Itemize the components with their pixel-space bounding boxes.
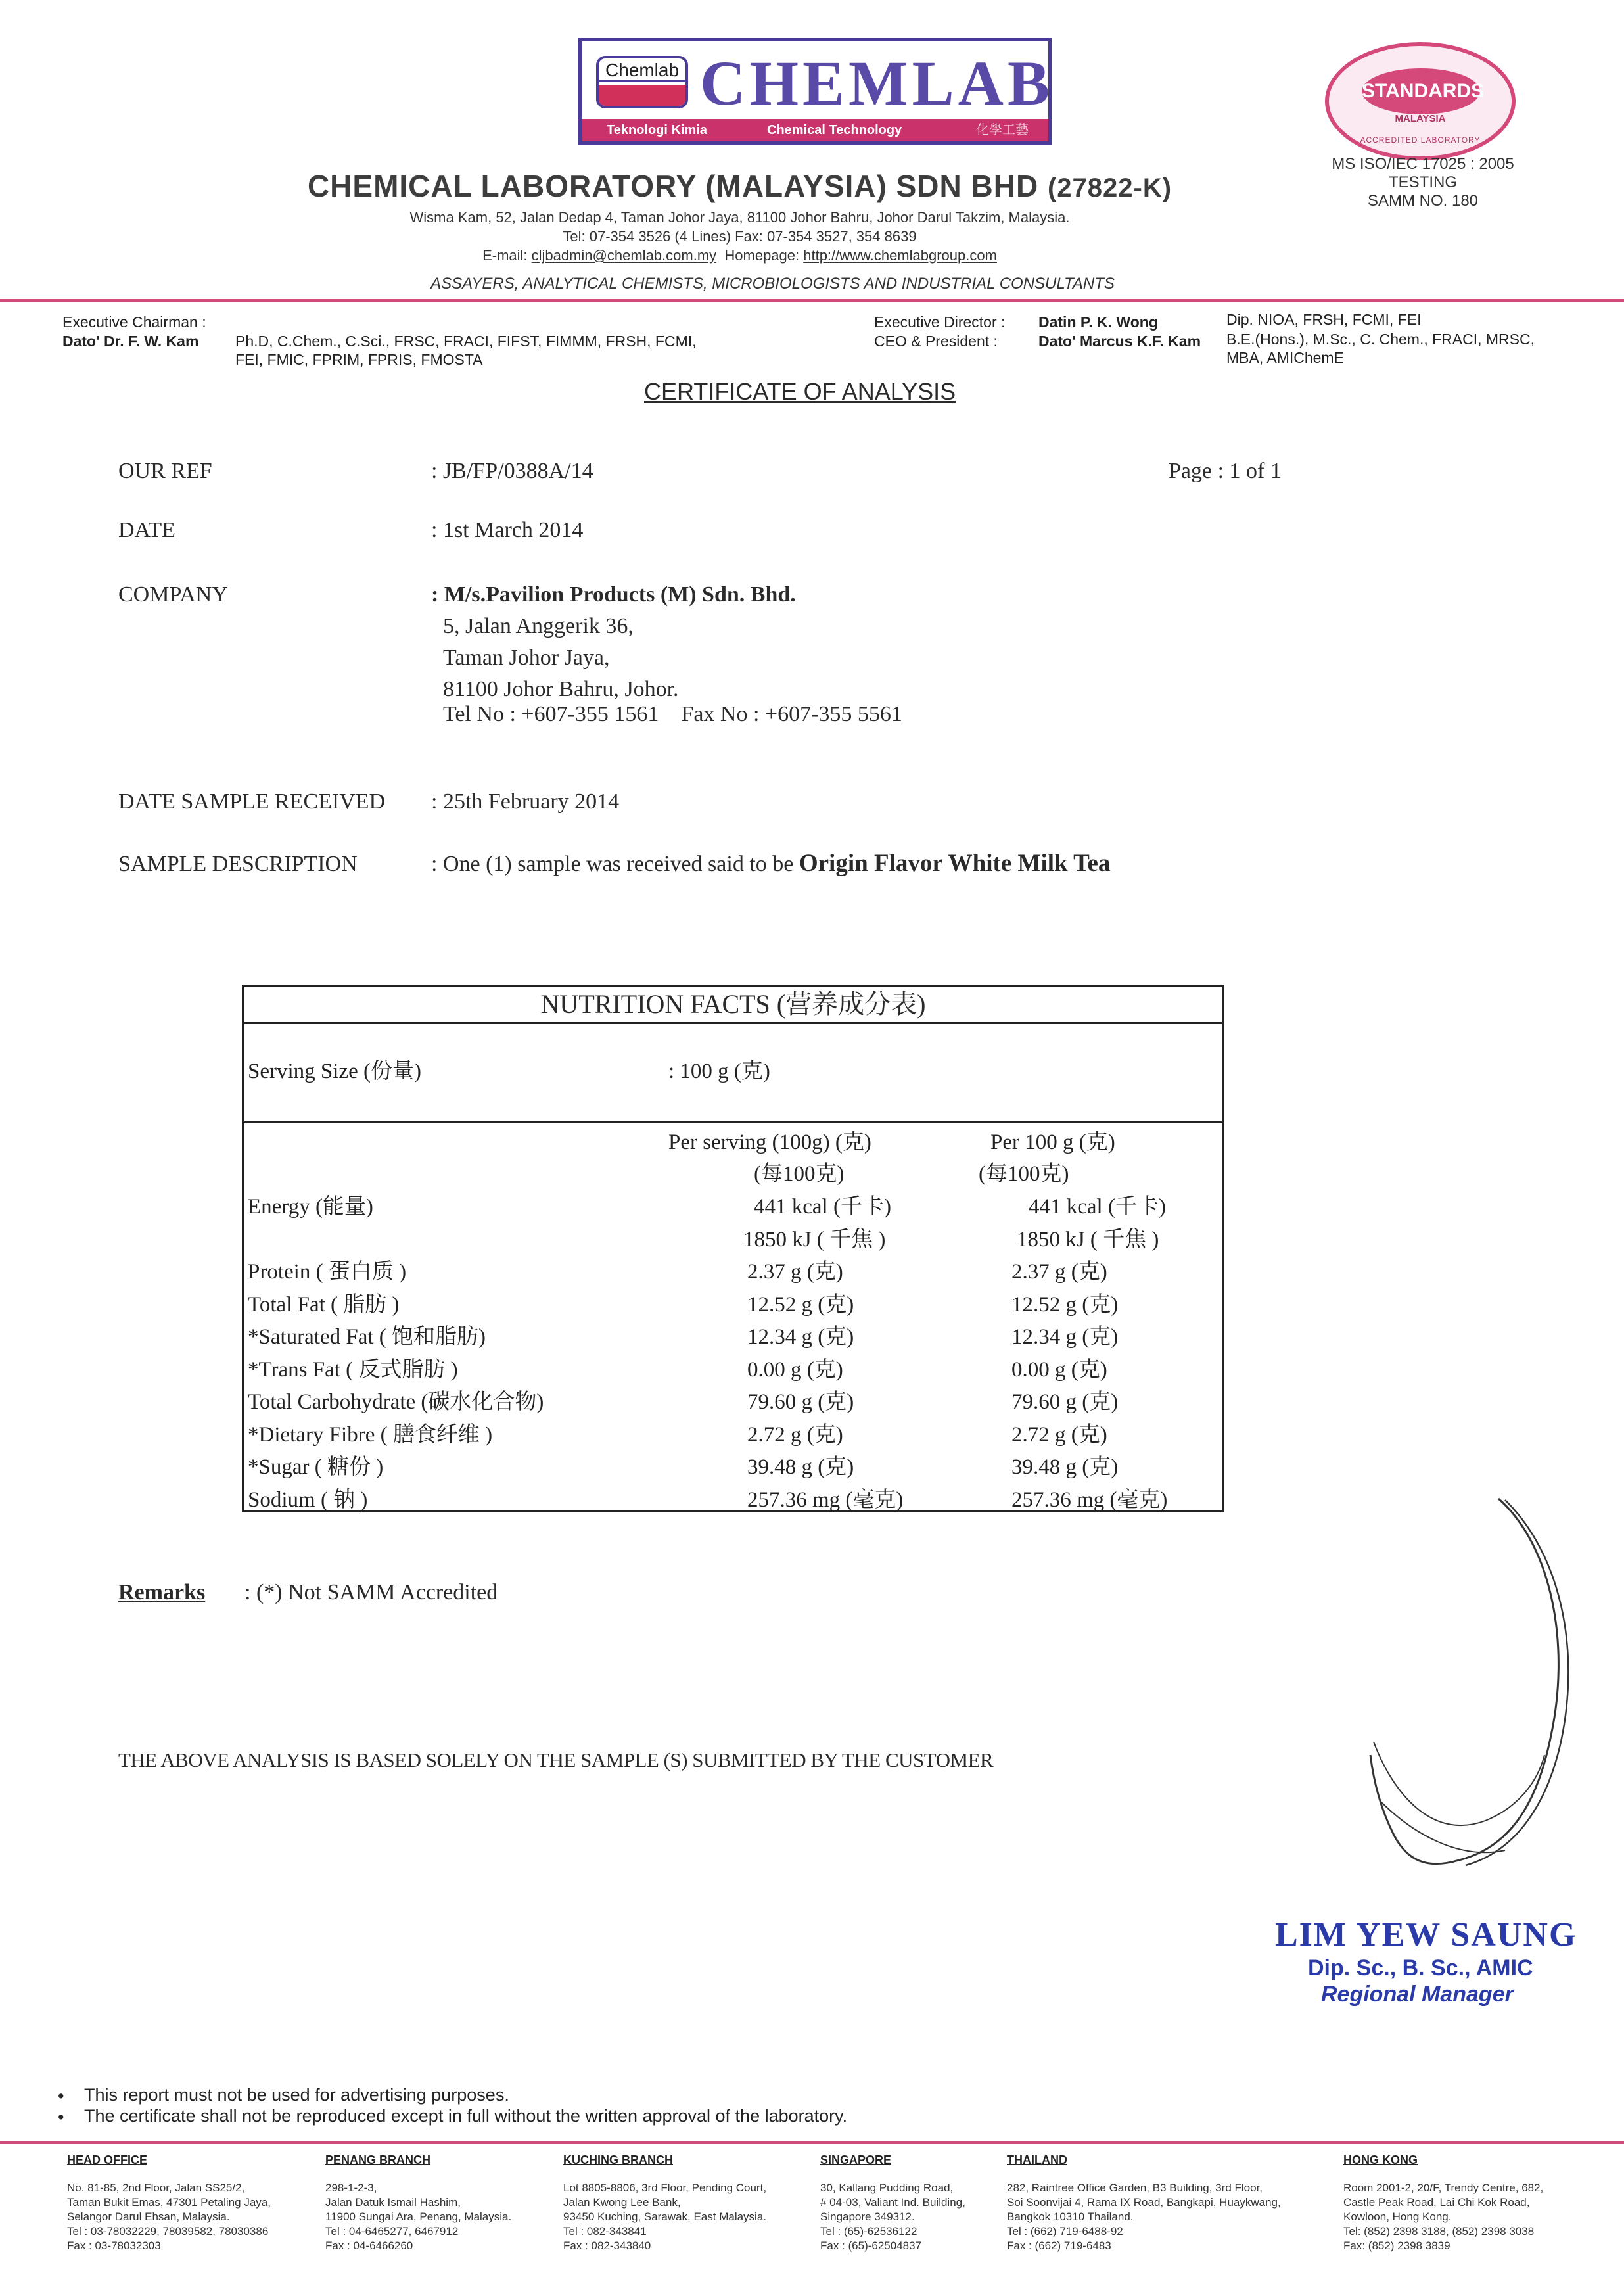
branch-address-line: Castle Peak Road, Lai Chi Kok Road, (1343, 2196, 1530, 2209)
nutrient-label: *Trans Fat ( 反式脂肪 ) (248, 1357, 458, 1382)
page-number: Page : 1 of 1 (1169, 459, 1282, 483)
branch-name: HONG KONG (1343, 2153, 1418, 2166)
branch-address-line: 282, Raintree Office Garden, B3 Building, 3rd Floor, (1007, 2182, 1263, 2194)
received-value: : 25th February 2014 (431, 789, 620, 814)
note-bullet: • (58, 2107, 64, 2127)
logo-strip (582, 119, 1048, 141)
date-value: : 1st March 2014 (431, 518, 584, 542)
nutrient-label: *Sugar ( 糖份 ) (248, 1455, 384, 1479)
col1-header: Per serving (100g) (克) (668, 1131, 871, 1154)
branch-address-line: Taman Bukit Emas, 47301 Petaling Jaya, (67, 2196, 271, 2209)
branch-name: PENANG BRANCH (325, 2153, 431, 2166)
nutrient-value-per-serving: 39.48 g (克) (747, 1455, 854, 1479)
branch-name: THAILAND (1007, 2153, 1067, 2166)
standards-seal (1325, 42, 1516, 160)
remarks-text: : (*) Not SAMM Accredited (244, 1580, 498, 1604)
nutrient-label: Sodium ( 钠 ) (248, 1487, 368, 1512)
description-value: : One (1) sample was received said to be Origin Flavor White Milk Tea (431, 850, 1111, 877)
logo-strip-mid: Chemical Technology (767, 123, 902, 137)
company-email-link[interactable]: cljbadmin@chemlab.com.my (531, 247, 717, 264)
logo-badge (596, 56, 688, 108)
signatory-name: LIM YEW SAUNG (1275, 1916, 1577, 1953)
exec-director-title: Executive Director : (874, 314, 1006, 331)
company-address: Wisma Kam, 52, Jalan Dedap 4, Taman Johor Jaya, 81100 Johor Bahru, Johor Darul Takzim, Malaysia. (409, 209, 1070, 225)
nutrition-title: NUTRITION FACTS (营养成分表) (244, 987, 1222, 1024)
serving-size-label: Serving Size (份量) (248, 1060, 421, 1083)
nutrient-value-per-100g: 2.72 g (克) (1011, 1422, 1107, 1447)
branch-address-line: 11900 Sungai Ara, Penang, Malaysia. (325, 2210, 512, 2223)
chairman-quals-2: FEI, FMIC, FPRIM, FPRIS, FMOSTA (235, 351, 483, 368)
nutrient-value-per-serving: 1850 kJ ( 千焦 ) (743, 1227, 886, 1251)
nutrient-value-per-serving: 441 kcal (千卡) (754, 1195, 891, 1219)
header-divider (0, 299, 1624, 302)
nutrient-value-per-100g: 257.36 mg (毫克) (1011, 1487, 1168, 1512)
branch-address-line: Lot 8805-8806, 3rd Floor, Pending Court, (563, 2182, 767, 2194)
chairman-title: Executive Chairman : (62, 314, 206, 331)
branch-address-line: Singapore 349312. (820, 2210, 915, 2223)
col2-subheader: (每100克) (979, 1162, 1069, 1186)
seal-ring: ACCREDITED LABORATORY (1360, 135, 1481, 145)
logo-strip-left: Teknologi Kimia (607, 123, 707, 137)
branch-address-line: Room 2001-2, 20/F, Trendy Centre, 682, (1343, 2182, 1544, 2194)
certificate-title: CERTIFICATE OF ANALYSIS (644, 378, 956, 405)
seal-name: STANDARDS (1362, 68, 1480, 114)
branch-address-line: Fax : (662) 719-6483 (1007, 2239, 1111, 2252)
nutrition-table (242, 985, 1224, 1512)
nutrient-label: Protein ( 蛋白质 ) (248, 1260, 407, 1284)
branch-address-line: Kowloon, Hong Kong. (1343, 2210, 1452, 2223)
footer-divider (0, 2141, 1624, 2144)
branch-name: KUCHING BRANCH (563, 2153, 673, 2166)
branch-address-line: Tel: (852) 2398 3188, (852) 2398 3038 (1343, 2225, 1535, 2237)
company-tagline: ASSAYERS, ANALYTICAL CHEMISTS, MICROBIOLOGISTS AND INDUSTRIAL CONSULTANTS (430, 275, 1115, 292)
client-address-3: 81100 Johor Bahru, Johor. (443, 677, 679, 701)
branch-address-line: Jalan Datuk Ismail Hashim, (325, 2196, 461, 2209)
nutrient-label: Total Fat ( 脂肪 ) (248, 1292, 400, 1317)
note-bullet: • (58, 2086, 64, 2106)
branch-address-line: Fax : (65)-62504837 (820, 2239, 922, 2252)
sample-name: Origin Flavor White Milk Tea (799, 850, 1111, 877)
nutrient-value-per-100g: 0.00 g (克) (1011, 1357, 1107, 1382)
ceo-quals-1: B.E.(Hons.), M.Sc., C. Chem., FRACI, MRSC, (1226, 331, 1535, 348)
client-contact: Tel No : +607-355 1561 Fax No : +607-355 5561 (443, 702, 902, 726)
branch-address-line: Jalan Kwong Lee Bank, (563, 2196, 681, 2209)
ref-value: : JB/FP/0388A/14 (431, 459, 593, 483)
exec-director-quals: Dip. NIOA, FRSH, FCMI, FEI (1226, 311, 1422, 328)
serving-size-value: : 100 g (克) (668, 1060, 770, 1083)
company-homepage-link[interactable]: http://www.chemlabgroup.com (803, 247, 997, 264)
nutrient-value-per-serving: 2.37 g (克) (747, 1260, 843, 1284)
signatory-role: Regional Manager (1321, 1982, 1514, 2007)
company-name: CHEMICAL LABORATORY (MALAYSIA) SDN BHD (27822-K) (307, 169, 1172, 203)
branch-address-line: No. 81-85, 2nd Floor, Jalan SS25/2, (67, 2182, 245, 2194)
col2-header: Per 100 g (克) (990, 1131, 1115, 1154)
branch-address-line: Fax : 03-78032303 (67, 2239, 161, 2252)
branch-address-line: Tel : (65)-62536122 (820, 2225, 917, 2237)
seal-sub: MALAYSIA (1395, 113, 1446, 124)
col1-subheader: (每100克) (754, 1162, 845, 1186)
accreditation: MS ISO/IEC 17025 : 2005 TESTING SAMM NO. 180 (1332, 155, 1514, 210)
ceo-name: Dato' Marcus K.F. Kam (1038, 333, 1201, 350)
company-label: COMPANY (118, 582, 228, 607)
nutrient-value-per-serving: 0.00 g (克) (747, 1357, 843, 1382)
ceo-title: CEO & President : (874, 333, 998, 350)
logo-strip-right: 化學工藝 (976, 123, 1029, 137)
branch-name: HEAD OFFICE (67, 2153, 148, 2166)
disclaimer: THE ABOVE ANALYSIS IS BASED SOLELY ON THE SAMPLE (S) SUBMITTED BY THE CUSTOMER (118, 1748, 994, 1771)
handwritten-signature (1354, 1492, 1590, 1873)
chairman-quals-1: Ph.D, C.Chem., C.Sci., FRSC, FRACI, FIFST, FIMMM, FRSH, FCMI, (235, 333, 697, 350)
branch-address-line: Bangkok 10310 Thailand. (1007, 2210, 1134, 2223)
branch-address-line: Tel : (662) 719-6488-92 (1007, 2225, 1123, 2237)
branch-address-line: Fax : 04-6466260 (325, 2239, 413, 2252)
nutrient-value-per-100g: 12.52 g (克) (1011, 1292, 1119, 1317)
company-phone: Tel: 07-354 3526 (4 Lines) Fax: 07-354 3527, 354 8639 (563, 228, 917, 245)
branch-address-line: Fax : 082-343840 (563, 2239, 651, 2252)
remarks-label: Remarks (118, 1580, 206, 1604)
description-label: SAMPLE DESCRIPTION (118, 852, 358, 876)
branch-address-line: Soi Soonvijai 4, Rama IX Road, Bangkapi, Huaykwang, (1007, 2196, 1281, 2209)
nutrient-value-per-100g: 79.60 g (克) (1011, 1390, 1119, 1414)
company-logo (578, 38, 1052, 145)
exec-director-name: Datin P. K. Wong (1038, 314, 1158, 331)
nutrient-label: *Saturated Fat ( 饱和脂肪) (248, 1325, 486, 1349)
nutrient-value-per-100g: 1850 kJ ( 千焦 ) (1017, 1227, 1159, 1251)
branch-address-line: Tel : 04-6465277, 6467912 (325, 2225, 459, 2237)
branch-address-line: # 04-03, Valiant Ind. Building, (820, 2196, 965, 2209)
note-1: This report must not be used for advertising purposes. (84, 2085, 509, 2105)
date-label: DATE (118, 518, 175, 542)
nutrient-label: Energy (能量) (248, 1195, 373, 1219)
signatory-qualifications: Dip. Sc., B. Sc., AMIC (1308, 1955, 1533, 1980)
note-2: The certificate shall not be reproduced except in full without the written approval of the laboratory. (84, 2106, 848, 2126)
client-address-2: Taman Johor Jaya, (443, 645, 610, 670)
company-contact: Wisma Kam, 52, Jalan Dedap 4, Taman Johor Jaya, 81100 Johor Bahru, Johor Darul Takzim, Malaysia. Tel: 07-354 3526 (4 Lines) Fax: 07-354 3527, 354 8639 E-mail: cljbadmin@chemlab.com.my Homepage: http://www.chemlabgroup.com (0, 208, 1624, 265)
branch-address-line: Fax: (852) 2398 3839 (1343, 2239, 1450, 2252)
client-name: : M/s.Pavilion Products (M) Sdn. Bhd. (431, 582, 796, 607)
nutrient-value-per-serving: 257.36 mg (毫克) (747, 1487, 904, 1512)
ref-label: OUR REF (118, 459, 212, 483)
branch-address-line: 93450 Kuching, Sarawak, East Malaysia. (563, 2210, 767, 2223)
branch-address-line: 30, Kallang Pudding Road, (820, 2182, 954, 2194)
nutrient-value-per-serving: 12.34 g (克) (747, 1325, 854, 1349)
nutrient-value-per-100g: 2.37 g (克) (1011, 1260, 1107, 1284)
received-label: DATE SAMPLE RECEIVED (118, 789, 386, 814)
branch-address-line: Tel : 082-343841 (563, 2225, 647, 2237)
ceo-quals-2: MBA, AMIChemE (1226, 349, 1344, 366)
branch-address-line: Tel : 03-78032229, 78039582, 78030386 (67, 2225, 269, 2237)
logo-badge-text: Chemlab (599, 58, 685, 82)
branch-name: SINGAPORE (820, 2153, 892, 2166)
nutrient-value-per-100g: 39.48 g (克) (1011, 1455, 1119, 1479)
nutrient-value-per-serving: 79.60 g (克) (747, 1390, 854, 1414)
nutrient-value-per-serving: 2.72 g (克) (747, 1422, 843, 1447)
logo-wordmark: CHEMLAB (700, 48, 1054, 118)
branch-address-line: 298-1-2-3, (325, 2182, 377, 2194)
branch-address-line: Selangor Darul Ehsan, Malaysia. (67, 2210, 230, 2223)
nutrient-value-per-serving: 12.52 g (克) (747, 1292, 854, 1317)
nutrient-value-per-100g: 12.34 g (克) (1011, 1325, 1119, 1349)
nutrient-label: *Dietary Fibre ( 膳食纤维 ) (248, 1422, 493, 1447)
company-reg: (27822-K) (1047, 174, 1172, 202)
nutrient-value-per-100g: 441 kcal (千卡) (1029, 1195, 1166, 1219)
chairman-name: Dato' Dr. F. W. Kam (62, 333, 199, 350)
client-address-1: 5, Jalan Anggerik 36, (443, 614, 634, 638)
nutrient-label: Total Carbohydrate (碳水化合物) (248, 1390, 544, 1414)
